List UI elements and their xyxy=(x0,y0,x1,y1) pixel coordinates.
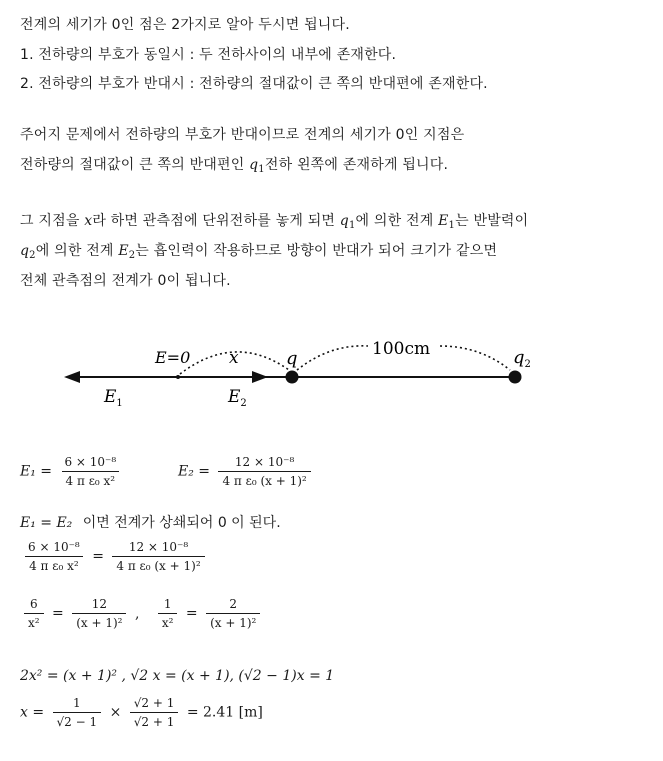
eq-E2 xyxy=(178,455,315,488)
distance-arc-right xyxy=(440,346,510,370)
intro-line-3: 2. 전하량의 부호가 반대시 : 전하량의 절대값이 큰 쪽의 반대편에 존재한다. xyxy=(20,76,488,92)
eq6-result: = 2.41 [m] xyxy=(186,704,263,721)
q1-symbol: $q_1$ xyxy=(339,213,356,231)
E1-arrowhead xyxy=(64,371,80,383)
charge-diagram xyxy=(0,330,663,450)
para3-text-a: 그 지점을 xyxy=(20,213,85,229)
eq-5: 2x² = (x + 1)² , √2 x = (x + 1), (√2 − 1)x = 1 xyxy=(20,668,335,684)
eq6-lhs: x = xyxy=(20,704,45,721)
para2-line-1: 주어지 문제에서 전하량의 부호가 반대이므로 전계의 세기가 0인 지점은 xyxy=(20,127,465,143)
para3-line-2 xyxy=(20,240,497,261)
intro-line-2: 1. 전하량의 부호가 동일시 : 두 전하사이의 내부에 존재한다. xyxy=(20,47,397,63)
eq6-frac-1: $\frac{1}{√2 - 1}$ xyxy=(53,696,102,729)
q1-symbol: $q_1$ xyxy=(249,157,265,175)
eq-E1-lhs: E₁ = xyxy=(20,463,53,480)
q-label: q xyxy=(286,348,298,369)
q2-charge-dot xyxy=(509,371,522,384)
intro-line-1: 전계의 세기가 0인 점은 2가지로 알아 두시면 됩니다. xyxy=(20,17,350,33)
E2-arrowhead xyxy=(252,371,268,383)
x-label: x xyxy=(229,348,239,368)
eq-3 xyxy=(20,540,209,573)
E2-symbol: $E_2$ xyxy=(118,243,136,261)
para3-line-1 xyxy=(20,210,528,231)
E1-label: $E_1$ xyxy=(104,387,123,409)
eq-E1-frac: $\frac{\text{6 × 10⁻⁸}}{\text{4 π ε₀ x²}}$ xyxy=(60,455,120,488)
para3-text-e: 에 의한 전계 xyxy=(35,243,119,259)
para3-text-f: 는 흡인력이 작용하므로 방향이 반대가 되어 크기가 같으면 xyxy=(135,243,498,259)
q-charge-dot xyxy=(286,371,299,384)
para2-line-2 xyxy=(20,154,448,175)
eq3-equals: = xyxy=(92,548,104,565)
para2-text-a: 전하량의 절대값이 큰 쪽의 반대편인 xyxy=(20,157,250,173)
q2-label: $q_2$ xyxy=(513,347,531,370)
eq-E1 xyxy=(20,455,124,488)
eq3-left-frac: $\frac{\text{6 × 10⁻⁸}}{\text{4 π ε₀ x²}}$ xyxy=(24,540,84,573)
eq4b-right-frac: $\frac{2}{\text{(x + 1)²}}$ xyxy=(206,597,260,630)
E-zero-label: E=0 xyxy=(155,348,191,367)
x-symbol: x xyxy=(84,213,93,229)
eq-E2-frac: $\frac{\text{12 × 10⁻⁸}}{\text{4 π ε₀ (x + 1)²}}$ xyxy=(218,455,310,488)
E2-label: $E_2$ xyxy=(228,387,247,409)
eq4a-right-frac: $\frac{12}{\text{(x + 1)²}}$ xyxy=(72,597,126,630)
cond-lhs: E₁ = E₂ xyxy=(20,515,73,531)
eq-condition xyxy=(20,512,281,532)
para3-text-d: 는 반발력이 xyxy=(455,213,529,229)
eq4a-left-frac: $\frac{6}{\text{x²}}$ xyxy=(24,597,44,630)
observation-point xyxy=(176,375,180,379)
cond-text: 이면 전계가 상쇄되어 0 이 된다. xyxy=(82,515,281,531)
eq-4: $\frac{6}{\text{x²}}$ = $\frac{12}{\text{(x + 1)²}}$ , $\frac{1}{\text{x²}}$ = $\frac{2}{\text{(x + 1)²}}$ xyxy=(20,597,264,630)
para2-text-b: 전하 왼쪽에 존재하게 됩니다. xyxy=(264,157,449,173)
eq4b-left-frac: $\frac{1}{\text{x²}}$ xyxy=(158,597,178,630)
E1-symbol: $E_1$ xyxy=(438,213,456,231)
para3-line-3: 전체 관측점의 전계가 0이 됩니다. xyxy=(20,273,231,289)
distance-arc-left xyxy=(297,346,368,370)
eq-E2-lhs: E₂ = xyxy=(178,463,211,480)
distance-label: 100cm xyxy=(372,339,431,359)
para3-text-c: 에 의한 전계 xyxy=(355,213,439,229)
para3-text-b: 라 하면 관측점에 단위전하를 놓게 되면 xyxy=(92,213,340,229)
eq6-frac-2: $\frac{√2 + 1}{√2 + 1}$ xyxy=(130,696,179,729)
eq3-right-frac: $\frac{\text{12 × 10⁻⁸}}{\text{4 π ε₀ (x + 1)²}}$ xyxy=(112,540,204,573)
eq-6: x = $\frac{1}{√2 - 1}$ × $\frac{√2 + 1}{√2 + 1}$ = 2.41 [m] xyxy=(20,696,263,729)
q2-symbol: $q_2$ xyxy=(20,243,36,261)
